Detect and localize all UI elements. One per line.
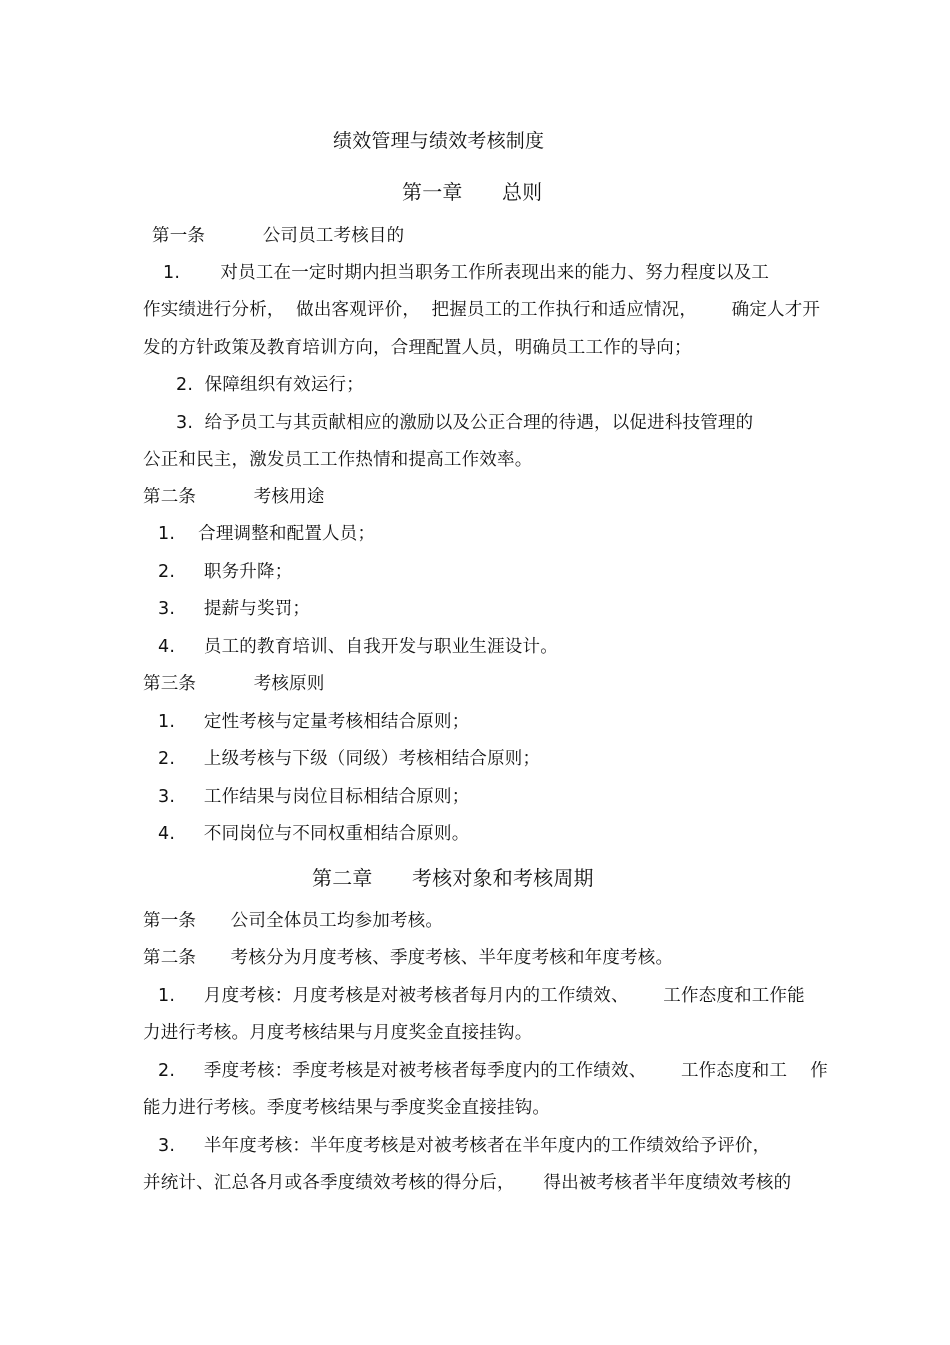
- paragraph-line: 1. 月度考核：月度考核是对被考核者每月内的工作绩效、 工作态度和工作能: [158, 986, 805, 1006]
- paragraph-line: 1. 对员工在一定时期内担当职务工作所表现出来的能力、努力程度以及工: [163, 263, 770, 283]
- paragraph-line: 并统计、汇总各月或各季度绩效考核的得分后， 得出被考核者半年度绩效考核的: [143, 1173, 792, 1193]
- list-item: 1. 定性考核与定量考核相结合原则；: [158, 712, 470, 732]
- list-item: 1. 合理调整和配置人员；: [158, 524, 376, 544]
- chapter-1-heading: 第一章 总则: [402, 180, 543, 204]
- paragraph-line: 2. 季度考核：季度考核是对被考核者每季度内的工作绩效、 工作态度和工 作: [158, 1061, 828, 1081]
- document-title: 绩效管理与绩效考核制度: [333, 130, 545, 152]
- article-2-heading: 第二条 考核用途: [143, 487, 325, 507]
- list-item: 2. 职务升降；: [158, 562, 293, 582]
- list-item: 3. 提薪与奖罚；: [158, 599, 311, 619]
- list-item: 3. 工作结果与岗位目标相结合原则；: [158, 787, 470, 807]
- paragraph-line: 公正和民主，激发员工工作热情和提高工作效率。: [143, 450, 533, 470]
- article-1-heading: 第一条 公司员工考核目的: [152, 226, 405, 246]
- paragraph-line: 作实绩进行分析， 做出客观评价， 把握员工的工作执行和适应情况， 确定人才开: [143, 300, 821, 320]
- list-item: 4. 员工的教育培训、自我开发与职业生涯设计。: [158, 637, 558, 657]
- chapter-2-heading: 第二章 考核对象和考核周期: [312, 866, 594, 890]
- list-item: 2. 保障组织有效运行；: [176, 375, 364, 395]
- list-item: 4. 不同岗位与不同权重相结合原则。: [158, 824, 470, 844]
- article-3-heading: 第三条 考核原则: [143, 674, 325, 694]
- paragraph-line: 3. 半年度考核：半年度考核是对被考核者在半年度内的工作绩效给予评价，: [158, 1136, 771, 1156]
- article-line: 第二条 考核分为月度考核、季度考核、半年度考核和年度考核。: [143, 948, 674, 968]
- list-item: 2. 上级考核与下级（同级）考核相结合原则；: [158, 749, 541, 769]
- paragraph-line: 能力进行考核。季度考核结果与季度奖金直接挂钩。: [143, 1098, 551, 1118]
- paragraph-line: 力进行考核。月度考核结果与月度奖金直接挂钩。: [143, 1023, 533, 1043]
- paragraph-line: 3. 给予员工与其贡献相应的激励以及公正合理的待遇，以促进科技管理的: [176, 413, 754, 433]
- article-line: 第一条 公司全体员工均参加考核。: [143, 911, 444, 931]
- paragraph-line: 发的方针政策及教育培训方向，合理配置人员，明确员工工作的导向；: [143, 338, 692, 358]
